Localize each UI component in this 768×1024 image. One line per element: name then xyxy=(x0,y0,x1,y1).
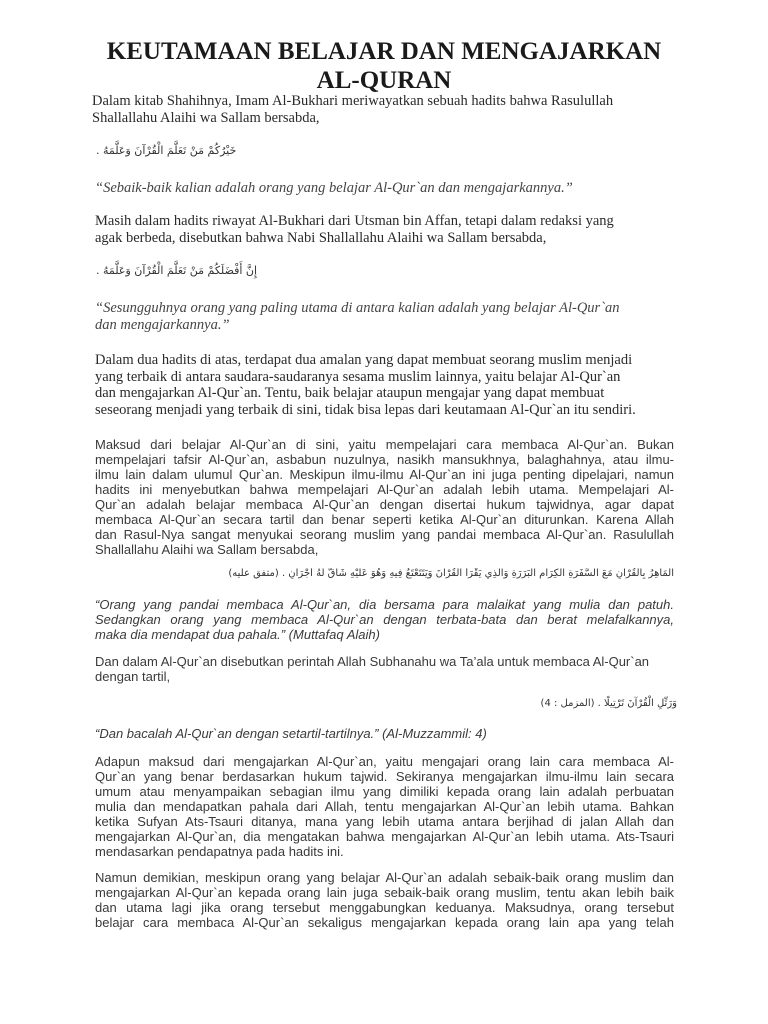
text-line: “Sesungguhnya orang yang paling utama di antara kalian adalah yang belajar Al-Qur`an xyxy=(95,300,620,316)
text-line: belajar cara membaca Al-Qur`an sekaligus mengajarkan kepada orang lain apa yang telah xyxy=(95,915,674,930)
title-line: AL-QURAN xyxy=(316,67,452,94)
text-line: dan Rasul-Nya sangat menyukai seorang muslim yang pandai membaca Al-Qur`an. Rasulullah xyxy=(95,527,674,542)
text-line: “Dan bacalah Al-Qur`an dengan setartil-tartilnya.” (Al-Muzzammil: 4) xyxy=(95,726,487,741)
text-line: mulia dan mendapatkan pahala dari Allah, tentu mengajarkan Al-Qur`an lebih utama. Bahkan xyxy=(95,799,674,814)
hadith-translation-2 xyxy=(95,300,695,333)
text-line: Maksud dari belajar Al-Qur`an di sini, yaitu mempelajari cara membaca Al-Qur`an. Bukan xyxy=(95,437,674,452)
hadith-translation-3 xyxy=(95,597,674,642)
paragraph-5 xyxy=(95,654,685,684)
text-line: dan mengajarkan Al-Qur`an. Tentu, baik belajar ataupun mengajar yang dapat membuat xyxy=(95,385,605,401)
paragraph-6 xyxy=(95,754,674,859)
intro-paragraph xyxy=(92,93,692,126)
text-line: Dan dalam Al-Qur`an disebutkan perintah Allah Subhanahu wa Ta’ala untuk membaca Al-Qur`an xyxy=(95,654,650,669)
text-line: Shallallahu Alaihi wa Sallam bersabda, xyxy=(95,542,319,557)
text-line: dan mengajarkannya.” xyxy=(95,316,230,333)
text-line: Namun demikian, meskipun orang yang belajar Al-Qur`an adalah sebaik-baik orang muslim dan xyxy=(95,870,674,885)
arabic-hadith-1: خَيْرُكُمْ مَنْ تَعَلَّمَ الْقُرْآنَ وَعَلَّمَهُ . xyxy=(96,144,237,157)
text-line: umum atau menyampaikan sebagian ilmu yang dimiliki kepada orang lain adalah perbuatan xyxy=(95,784,674,799)
text-line: yang terbaik di antara saudara-saudaranya sesama muslim lainnya, yaitu belajar Al-Qur`an xyxy=(95,368,621,385)
hadith-translation-1 xyxy=(95,180,695,197)
arabic-verse: وَرَتِّلِ الْقُرْآنَ تَرْتِيلًا . (المزمل : 4) xyxy=(540,698,677,709)
text-line: dengan tartil, xyxy=(95,669,171,684)
verse-translation xyxy=(95,726,674,741)
paragraph-3 xyxy=(95,352,695,418)
text-line: mendasarkan pendapatnya pada hadits ini. xyxy=(95,844,344,859)
text-line: “Sebaik-baik kalian adalah orang yang belajar Al-Qur`an dan mengajarkannya.” xyxy=(95,180,573,196)
text-line: mengajarkan Al-Qur`an kepada orang lain juga sebaik-baik orang muslim, tentu akan lebih baik xyxy=(95,885,674,900)
text-line: Qur`an adalah belajar membaca Al-Qur`an dengan disertai hukum tajwidnya, agar dapat xyxy=(95,497,674,512)
text-line: hadits ini menyebutkan bahwa mempelajari Al-Qur`an adalah lebih utama. Mempelajari Al- xyxy=(95,482,674,497)
text-line: Dalam kitab Shahihnya, Imam Al-Bukhari meriwayatkan sebuah hadits bahwa Rasulullah xyxy=(92,93,614,109)
text-line: mempelajari tafsir Al-Qur`an, asbabun nuzulnya, nasikh mansukhnya, balaghahnya, atau ilmu- xyxy=(95,452,674,467)
text-line: Dalam dua hadits di atas, terdapat dua amalan yang dapat membuat seorang muslim menjadi xyxy=(95,352,633,368)
arabic-hadith-3: الْمَاهِرُ بِالْقُرْآنِ مَعَ السَّفَرَةِ الْكِرَامِ الْبَرَرَةِ وَالَّذِي يَقْرَأُ الْقُرْآنَ وَيَتَتَعْتَعُ فِيهِ وَهُوَ عَلَيْهِ شَاقٌّ لَهُ أَجْرَانِ . (متفق عليه) xyxy=(228,568,674,579)
text-line: Qur`an yang benar berdasarkan hukum tajwid. Sekiranya mengajarkan ilmu-ilmu lain secara xyxy=(95,769,674,784)
text-line: Sedangkan orang yang membaca Al-Qur`an dengan terbata-bata dan berat melafalkannya, xyxy=(95,612,674,627)
text-line: seseorang menjadi yang terbaik di sini, tidak bisa lepas dari keutamaan Al-Qur`an itu sendiri. xyxy=(95,401,636,418)
title-line: KEUTAMAAN BELAJAR DAN MENGAJARKAN xyxy=(106,38,662,65)
text-line: Adapun maksud dari mengajarkan Al-Qur`an, yaitu mengajari orang lain cara membaca Al- xyxy=(95,754,674,769)
text-line: maka dia mendapat dua pahala.” (Muttafaq Alaih) xyxy=(95,627,380,642)
text-line: ilmu lain dalam ulumul Qur`an. Meskipun ilmu-ilmu Al-Qur`an ini juga penting dipelajari, namun xyxy=(95,467,674,482)
text-line: membaca Al-Qur`an secara tartil dan benar seperti ketika Al-Qur`an diturunkan. Karena Allah xyxy=(95,512,674,527)
text-line: agak berbeda, disebutkan bahwa Nabi Shallallahu Alaihi wa Sallam bersabda, xyxy=(95,229,547,246)
page-title xyxy=(70,37,698,95)
arabic-hadith-2: إِنَّ أَفْضَلَكُمْ مَنْ تَعَلَّمَ الْقُرْآنَ وَعَلَّمَهُ . xyxy=(96,264,258,277)
text-line: ketika Sufyan Ats-Tsauri ditanya, mana yang lebih utama antara berjihad di jalan Allah dan xyxy=(95,814,674,829)
text-line: Masih dalam hadits riwayat Al-Bukhari dari Utsman bin Affan, tetapi dalam redaksi yang xyxy=(95,213,614,229)
paragraph-4 xyxy=(95,437,674,557)
text-line: “Orang yang pandai membaca Al-Qur`an, dia bersama para malaikat yang mulia dan patuh. xyxy=(95,597,674,612)
paragraph-7 xyxy=(95,870,674,930)
text-line: dan utama lagi jika orang tersebut menggabungkan keduanya. Maksudnya, orang tersebut xyxy=(95,900,674,915)
text-line: mengajarkan Al-Qur`an, dia mengatakan bahwa mengajarkan Al-Qur`an lebih utama. Ats-Tsauri xyxy=(95,829,674,844)
paragraph-2 xyxy=(95,213,695,246)
text-line: Shallallahu Alaihi wa Sallam bersabda, xyxy=(92,109,320,126)
